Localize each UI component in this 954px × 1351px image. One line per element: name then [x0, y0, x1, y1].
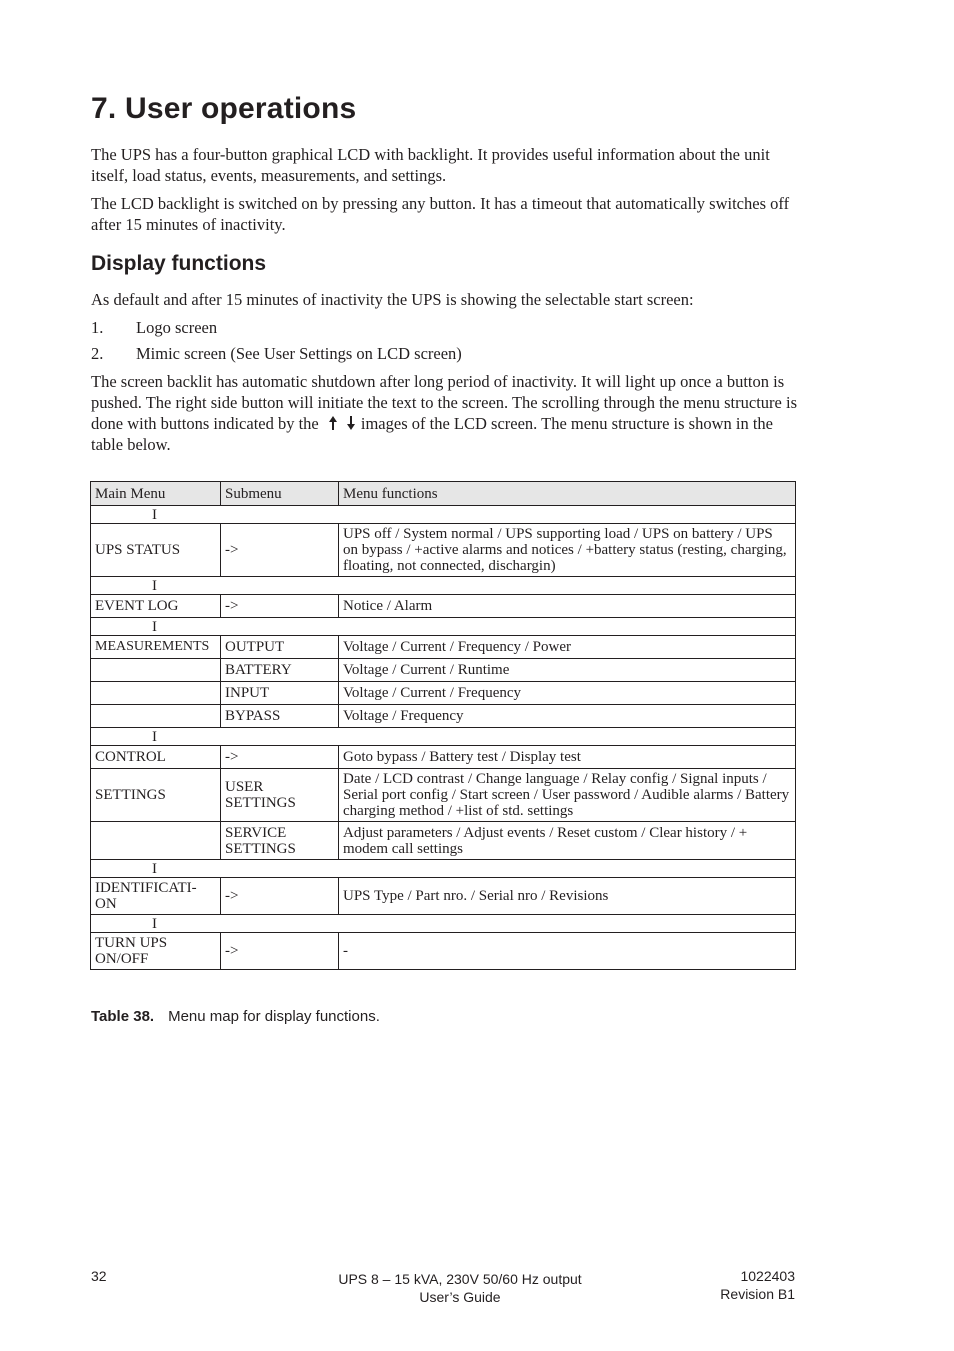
separator-row — [91, 728, 796, 746]
table-row — [91, 595, 796, 618]
table-row — [91, 878, 796, 915]
cell-sub: -> — [221, 933, 339, 970]
table-row — [91, 769, 796, 822]
separator-row — [91, 577, 796, 595]
separator-row — [91, 860, 796, 878]
down-arrow-icon — [345, 415, 357, 431]
cell-main: TURN UPS ON/OFF — [91, 933, 221, 970]
list-item — [91, 343, 462, 364]
cell-func: UPS off / System normal / UPS supporting load / UPS on battery / UPS on bypass / +active alarms and notices / +battery status (resting, charging, floating, not connected, dischargin) — [339, 524, 796, 577]
separator-mark: I — [91, 860, 796, 878]
separator-mark: I — [91, 915, 796, 933]
cell-func: Voltage / Current / Runtime — [339, 659, 796, 682]
footer-title-line-2: User’s Guide — [419, 1289, 501, 1305]
header-menu-functions: Menu functions — [339, 482, 796, 506]
cell-sub: -> — [221, 746, 339, 769]
doc-number: 1022403 — [740, 1268, 795, 1284]
backlit-paragraph — [91, 371, 803, 455]
cell-main: SETTINGS — [91, 769, 221, 822]
separator-row — [91, 915, 796, 933]
separator-mark: I — [91, 506, 796, 524]
cell-main: MEASUREMENTS — [91, 636, 221, 659]
list-text: Logo screen — [136, 318, 218, 337]
cell-func: Notice / Alarm — [339, 595, 796, 618]
cell-func: Voltage / Current / Frequency / Power — [339, 636, 796, 659]
cell-sub: BATTERY — [221, 659, 339, 682]
footer-doc-info — [680, 1267, 795, 1303]
table-row — [91, 705, 796, 728]
separator-mark: I — [91, 618, 796, 636]
list-item — [91, 317, 217, 338]
list-text: Mimic screen (See User Settings on LCD screen) — [136, 344, 462, 363]
cell-sub: INPUT — [221, 682, 339, 705]
cell-func: Voltage / Current / Frequency — [339, 682, 796, 705]
cell-func: Voltage / Frequency — [339, 705, 796, 728]
cell-main: CONTROL — [91, 746, 221, 769]
separator-mark: I — [91, 577, 796, 595]
cell-main — [91, 705, 221, 728]
header-main-menu: Main Menu — [91, 482, 221, 506]
backlit-text-start: The screen backlit has automatic shutdown after long period of inactivity. It will light up once a button is pushed. The right side button will initiate the text to the screen. The scrolling through the menu structure is done with buttons indicated by the — [91, 372, 797, 433]
table-row — [91, 659, 796, 682]
cell-sub: USER SETTINGS — [221, 769, 339, 822]
revision: Revision B1 — [720, 1286, 795, 1302]
list-number: 2. — [91, 344, 104, 363]
cell-sub: -> — [221, 524, 339, 577]
intro-paragraph-1: The UPS has a four-button graphical LCD with backlight. It provides useful information about the unit itself, load status, events, measurements, and settings. — [91, 145, 770, 185]
cell-main — [91, 682, 221, 705]
table-row — [91, 933, 796, 970]
cell-func: Goto bypass / Battery test / Display test — [339, 746, 796, 769]
caption-text: Menu map for display functions. — [168, 1008, 380, 1025]
list-number: 1. — [91, 318, 104, 337]
cell-main — [91, 822, 221, 860]
page-number: 32 — [91, 1268, 107, 1284]
separator-row — [91, 506, 796, 524]
table-row — [91, 746, 796, 769]
cell-sub: -> — [221, 878, 339, 915]
table-row — [91, 636, 796, 659]
separator-row — [91, 618, 796, 636]
cell-func: UPS Type / Part nro. / Serial nro / Revisions — [339, 878, 796, 915]
cell-main: EVENT LOG — [91, 595, 221, 618]
table-caption — [91, 1008, 380, 1025]
table-row — [91, 822, 796, 860]
cell-main: UPS STATUS — [91, 524, 221, 577]
header-submenu: Submenu — [221, 482, 339, 506]
footer-title-line-1: UPS 8 – 15 kVA, 230V 50/60 Hz output — [338, 1271, 582, 1287]
table-row — [91, 524, 796, 577]
cell-func: Date / LCD contrast / Change language / Relay config / Signal inputs / Serial port config / Start screen / User password / Audible alarms / Battery charging method / +list of std. settings — [339, 769, 796, 822]
cell-sub: SERVICE SETTINGS — [221, 822, 339, 860]
cell-func: - — [339, 933, 796, 970]
footer-title — [250, 1270, 670, 1306]
backlit-text-end: images of the LCD screen. The menu structure is shown in the table below. — [91, 414, 773, 454]
caption-label: Table 38. — [91, 1008, 155, 1025]
cell-main: IDENTIFICATI-ON — [91, 878, 221, 915]
cell-main — [91, 659, 221, 682]
section-heading: Display functions — [91, 252, 267, 275]
table-header-row — [91, 482, 796, 506]
separator-mark: I — [91, 728, 796, 746]
cell-func: Adjust parameters / Adjust events / Reset custom / Clear history / + modem call settings — [339, 822, 796, 860]
cell-sub: OUTPUT — [221, 636, 339, 659]
cell-sub: -> — [221, 595, 339, 618]
intro-paragraph-2: The LCD backlight is switched on by pressing any button. It has a timeout that automatically switches off after 15 minutes of inactivity. — [91, 194, 790, 234]
cell-sub: BYPASS — [221, 705, 339, 728]
table-row — [91, 682, 796, 705]
menu-map-table — [90, 481, 796, 970]
page-title: 7. User operations — [91, 92, 357, 125]
default-screen-text: As default and after 15 minutes of inactivity the UPS is showing the selectable start screen: — [91, 290, 694, 309]
up-arrow-icon — [327, 415, 339, 431]
